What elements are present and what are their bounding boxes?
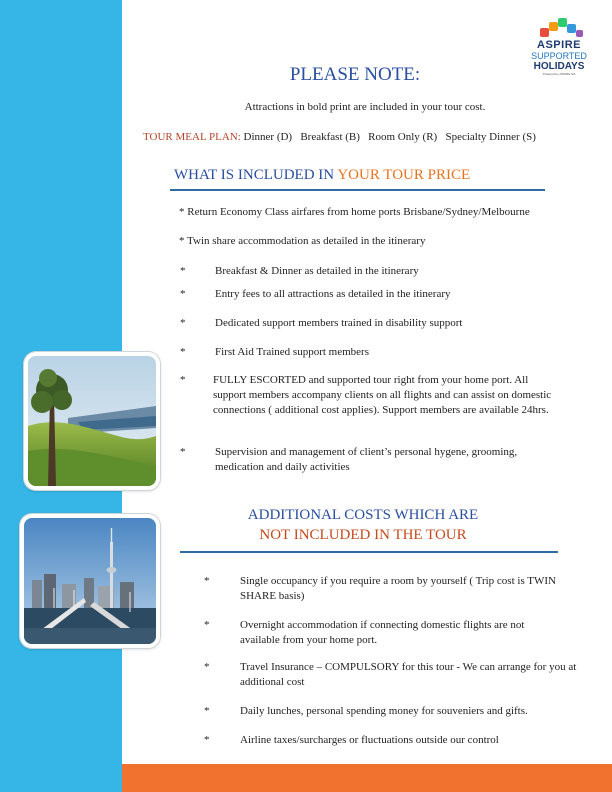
meal-plan-line xyxy=(143,131,536,143)
footer-orange-bar xyxy=(122,764,612,792)
included-item: Entry fees to all attractions as detailed in the itinerary xyxy=(215,288,451,300)
attractions-note: Attractions in bold print are included in your tour cost. xyxy=(244,101,486,113)
additional-item: Travel Insurance – COMPULSORY for this tour - We can arrange for you at additional cost xyxy=(240,661,577,688)
please-note-title: PLEASE NOTE: xyxy=(289,64,421,85)
included-heading xyxy=(174,167,470,184)
logo-line-2: SUPPORTED xyxy=(531,51,587,61)
bullet-marker: * xyxy=(204,734,210,746)
included-item: Dedicated support members trained in disability support xyxy=(215,317,463,329)
meal-plan-label: TOUR MEAL PLAN: xyxy=(143,131,241,143)
included-line-accommodation: * Twin share accommodation as detailed in the itinerary xyxy=(179,235,426,247)
bullet-marker: * xyxy=(180,374,186,386)
bullet-marker: * xyxy=(180,346,186,358)
included-divider xyxy=(170,189,545,191)
logo-blocks-icon xyxy=(528,18,590,40)
additional-item: Single occupancy if you require a room by yourself ( Trip cost is TWIN SHARE basis) xyxy=(240,575,556,602)
bullet-marker: * xyxy=(180,265,186,277)
bullet-marker: * xyxy=(204,661,210,673)
additional-item: Airline taxes/surcharges or fluctuations outside our control xyxy=(240,734,499,746)
additional-divider xyxy=(180,551,558,553)
included-heading-part1: WHAT IS INCLUDED IN xyxy=(174,167,338,183)
additional-item: Overnight accommodation if connecting domestic flights are not available from your home port. xyxy=(240,619,525,646)
additional-heading xyxy=(200,505,526,545)
coastal-hills-photo xyxy=(24,352,160,490)
additional-heading-line1: ADDITIONAL COSTS WHICH ARE xyxy=(247,507,479,523)
included-item: FULLY ESCORTED and supported tour right from your home port. All support members accompany clients on all flights and can assist on domestic connections ( additional cost applies). Support members are available 24hrs. xyxy=(213,374,552,416)
bullet-marker: * xyxy=(204,619,210,631)
included-item: Supervision and management of client’s personal hygene, grooming, medication and daily activities xyxy=(215,446,518,473)
aspire-logo xyxy=(528,18,590,90)
bullet-marker: * xyxy=(180,288,186,300)
bullet-marker: * xyxy=(180,317,186,329)
included-line-airfares: * Return Economy Class airfares from home ports Brisbane/Sydney/Melbourne xyxy=(179,206,530,218)
included-heading-part2: YOUR TOUR PRICE xyxy=(337,167,471,183)
meal-plan-options: Dinner (D) Breakfast (B) Room Only (R) Specialty Dinner (S) xyxy=(243,131,536,143)
city-harbour-photo xyxy=(20,514,160,648)
additional-item: Daily lunches, personal spending money for souveniers and gifts. xyxy=(240,705,528,717)
logo-line-4: Powered by ASPIRE NZ xyxy=(542,72,576,76)
additional-heading-line2: NOT INCLUDED IN THE TOUR xyxy=(259,527,467,543)
bullet-marker: * xyxy=(204,575,210,587)
logo-line-3: HOLIDAYS xyxy=(533,61,585,72)
logo-line-1: ASPIRE xyxy=(537,39,581,51)
bullet-marker: * xyxy=(204,705,210,717)
included-item: Breakfast & Dinner as detailed in the itinerary xyxy=(215,265,419,277)
included-item: First Aid Trained support members xyxy=(215,346,370,358)
bullet-marker: * xyxy=(180,446,186,458)
